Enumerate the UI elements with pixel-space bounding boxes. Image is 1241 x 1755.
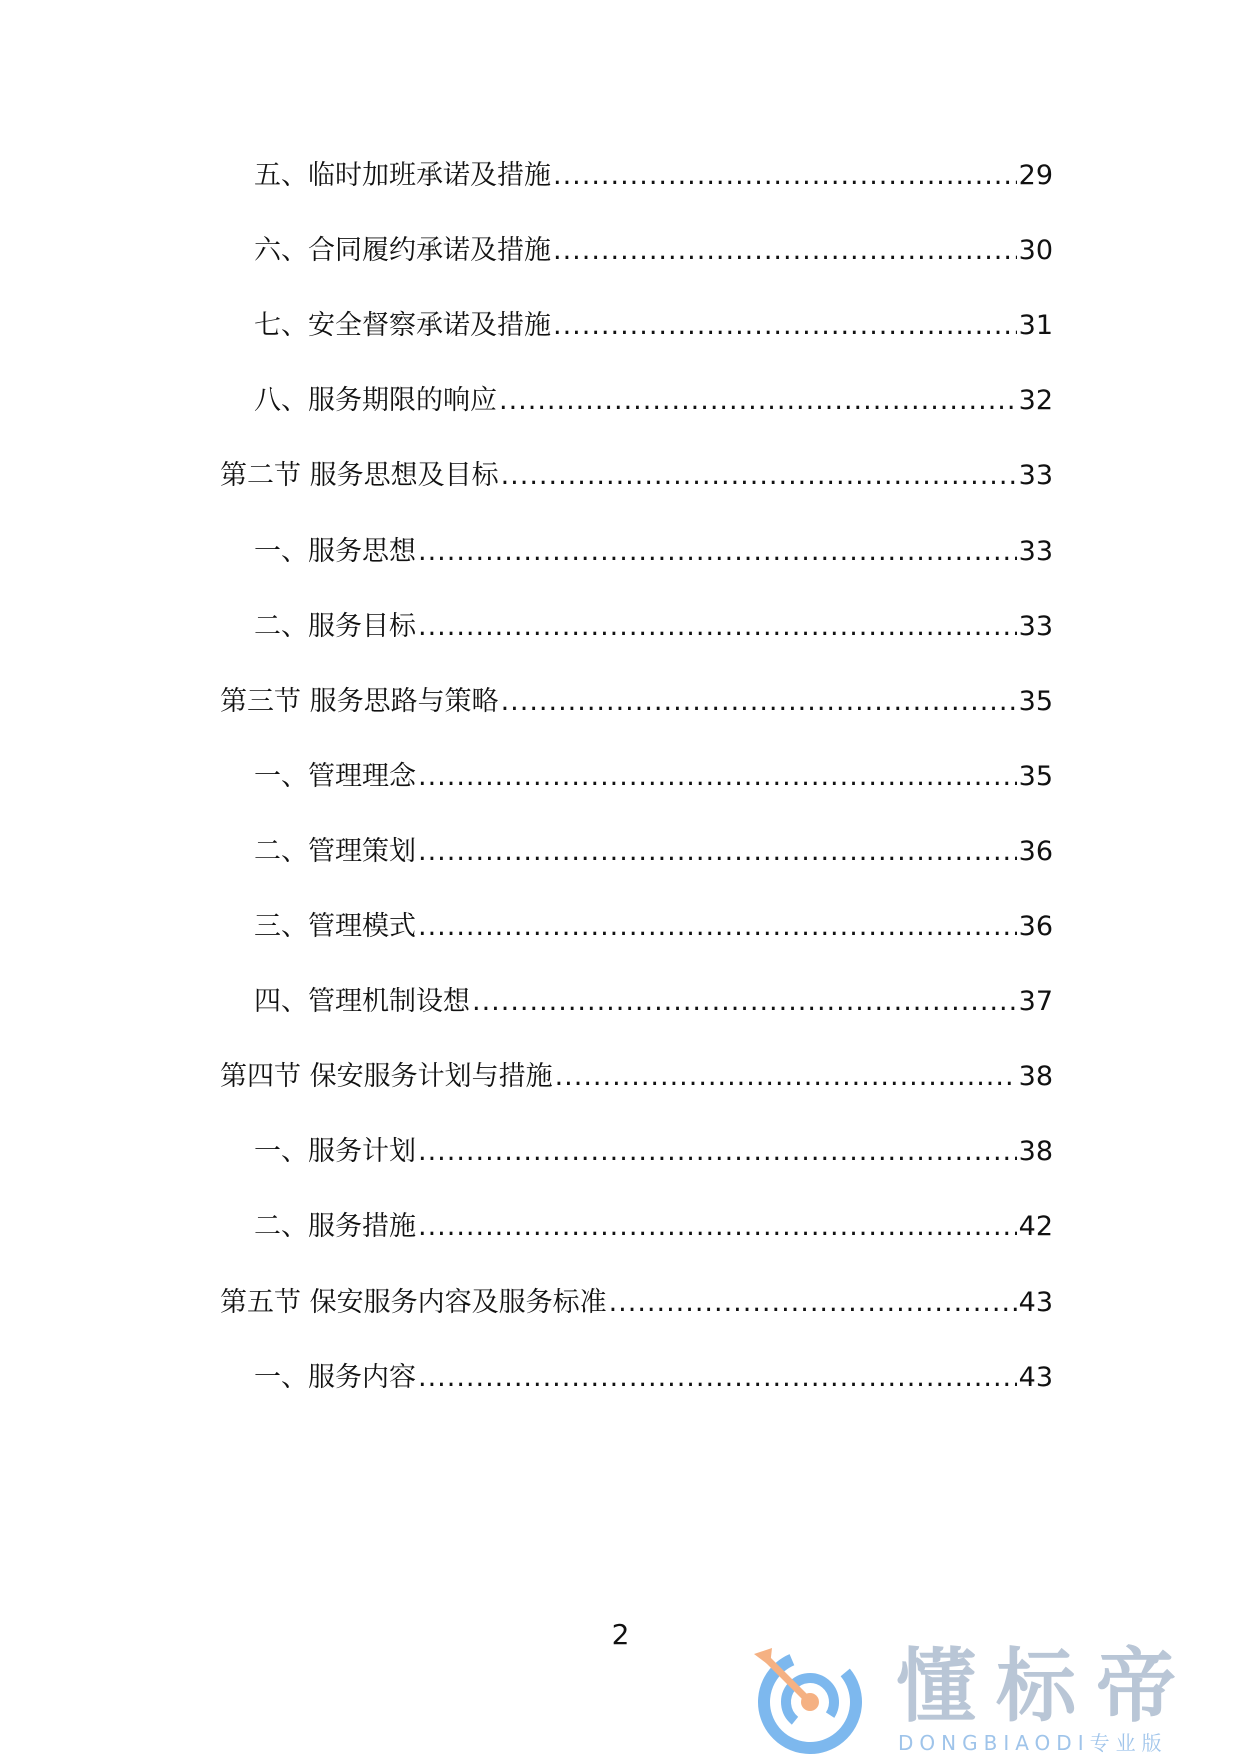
toc-dot-leader [418,532,1017,572]
toc-entry[interactable] [220,682,1053,722]
toc-entry-title: 二、服务目标 [254,611,416,642]
toc-dot-leader [553,156,1017,196]
toc-entry[interactable] [220,456,1053,496]
toc-dot-leader [418,1132,1017,1172]
toc-dot-leader [418,832,1017,872]
toc-entry-title: 四、管理机制设想 [254,986,470,1017]
toc-dot-leader [418,607,1017,647]
toc-entry[interactable] [254,757,1053,797]
toc-entry-page: 42 [1018,1211,1053,1242]
toc-entry[interactable] [254,306,1053,346]
toc-entry[interactable] [254,607,1053,647]
toc-entry[interactable] [254,832,1053,872]
toc-entry-page: 38 [1018,1136,1053,1167]
toc-entry-page: 36 [1018,836,1053,867]
toc-entry[interactable] [254,1207,1053,1247]
toc-dot-leader [501,456,1017,496]
toc-entry[interactable] [220,1283,1053,1323]
toc-entry[interactable] [254,1358,1053,1398]
toc-entry-title: 二、管理策划 [254,836,416,867]
toc-dot-leader [418,1358,1017,1398]
toc-entry-title: 三、管理模式 [254,911,416,942]
watermark [748,1640,1218,1754]
toc-dot-leader [472,982,1017,1022]
toc-dot-leader [499,381,1017,421]
toc-entry-page: 33 [1018,611,1053,642]
toc-entry-page: 36 [1018,911,1053,942]
toc-entry-page: 43 [1018,1362,1053,1393]
toc-dot-leader [609,1283,1017,1323]
toc-entry-title: 一、服务计划 [254,1136,416,1167]
toc-entry-page: 43 [1018,1287,1053,1318]
toc-entry-title: 一、管理理念 [254,761,416,792]
toc-entry[interactable] [254,982,1053,1022]
toc-entry-page: 38 [1018,1061,1053,1092]
toc-dot-leader [553,306,1017,346]
toc-dot-leader [501,682,1017,722]
toc-entry-title: 六、合同履约承诺及措施 [254,235,551,266]
toc-entry-page: 32 [1018,385,1053,416]
toc-entry-title: 五、临时加班承诺及措施 [254,160,551,191]
toc-entry[interactable] [254,156,1053,196]
watermark-subtitle: DONGBIAODI专业版 [898,1731,1168,1755]
toc-entry[interactable] [254,532,1053,572]
toc-entry-title: 第四节 保安服务计划与措施 [220,1061,553,1092]
page-number: 2 [611,1618,630,1651]
toc-entry-page: 30 [1018,235,1053,266]
toc-entry-title: 一、服务内容 [254,1362,416,1393]
toc-dot-leader [418,757,1017,797]
toc-dot-leader [553,231,1017,271]
watermark-brand: 懂标帝 [896,1640,1196,1733]
toc-dot-leader [418,907,1017,947]
toc-entry-title: 八、服务期限的响应 [254,385,497,416]
toc-entry-title: 第五节 保安服务内容及服务标准 [220,1287,607,1318]
toc-entry[interactable] [254,1132,1053,1172]
toc-entry-title: 第三节 服务思路与策略 [220,686,499,717]
target-arrow-icon [748,1640,868,1754]
toc-entry-title: 一、服务思想 [254,536,416,567]
toc-entry[interactable] [254,381,1053,421]
toc-entry[interactable] [254,231,1053,271]
toc-entry-page: 37 [1018,986,1053,1017]
toc-entry-page: 33 [1018,536,1053,567]
toc-entry[interactable] [254,907,1053,947]
toc-dot-leader [555,1057,1017,1097]
toc-entry-title: 第二节 服务思想及目标 [220,460,499,491]
toc-entry[interactable] [220,1057,1053,1097]
toc-entry-page: 31 [1018,310,1053,341]
toc-dot-leader [418,1207,1017,1247]
toc-entry-page: 29 [1018,160,1053,191]
toc-entry-page: 33 [1018,460,1053,491]
toc-entry-page: 35 [1018,761,1053,792]
toc-entry-title: 二、服务措施 [254,1211,416,1242]
toc-entry-title: 七、安全督察承诺及措施 [254,310,551,341]
toc-entry-page: 35 [1018,686,1053,717]
